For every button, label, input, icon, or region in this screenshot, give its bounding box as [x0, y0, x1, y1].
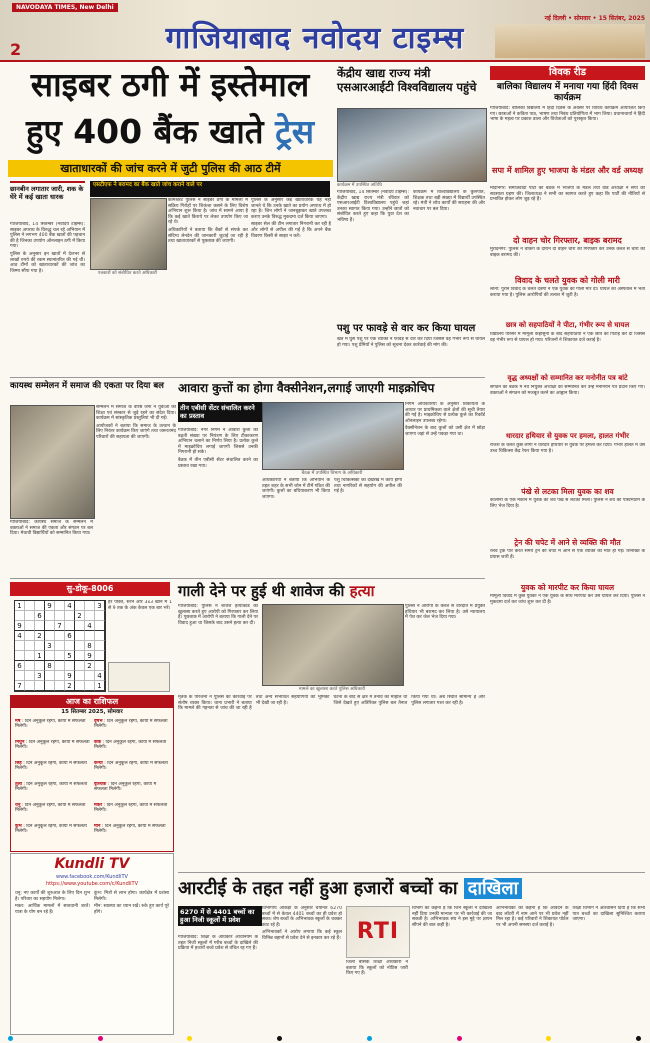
rti-text-2: विभागीय आंकड़ों के अनुसार चयनित 6270 बच्चों में से केवल 4401 बच्चों का ही प्रवेश हो सका। शेष बच्चों के अभिभावक स्कूलों के चक्कर काट रहे हैं। अभिभावकों ने आरोप लगाया कि कई स्कूल विभिन्न बहानों से प्रवेश देने से इनकार कर रहे हैं। [262, 906, 342, 941]
skyline-photo [495, 24, 645, 58]
sudoku-cell [65, 661, 75, 671]
university-text: गाजियाबाद, 14 सितम्बर (नवोदय टाइम्स): केंद्रीय खाद्य राज्य मंत्री रविवार को एसआरआईटी विश्वविद्यालय पहुंचे जहां उनका स्वागत किया गया। उन्होंने छात्रों को संबोधित करते हुए कहा कि युवा देश का भविष्य हैं। कार्यक्रम में विश्वविद्यालय के कुलपति, शिक्षक तथा बड़ी संख्या में विद्यार्थी उपस्थित रहे। मंत्री ने शोध कार्यों की सराहना की और नवाचार पर बल दिया। [337, 190, 485, 223]
sudoku-instructions: हर पंक्ति, स्तंभ और 3x3 खाने में 1 से 9 तक के अंक केवल एक बार भरें। [108, 600, 172, 611]
rti-text-3: जिला बेसिक शिक्षा अधिकारी ने बताया कि स्कूलों को नोटिस जारी किए गए हैं। [346, 960, 408, 977]
sudoku-cell [25, 611, 35, 621]
paper-name: NAVODAYA TIMES, New Delhi [12, 3, 118, 12]
sudoku-cell: 4 [85, 621, 95, 631]
sudoku-cell [75, 641, 85, 651]
sudoku-cell [25, 651, 35, 661]
lead-caption-bar [90, 181, 330, 197]
kundli-url-2[interactable]: https://www.youtube.com/c/KundliTV [45, 881, 139, 887]
sudoku-cell [65, 641, 75, 651]
murder-headline-a: गाली देने पर हुई थी शावेज की [178, 582, 345, 600]
vivek-text-8: कॉलोनी के एक मकान में युवक का शव पंखे से लटका मिला। पुलिस ने शव को पोस्टमार्टम के लिए भेज दिया है। [490, 498, 645, 509]
horoscope-title: आज का राशिफल [11, 696, 173, 708]
murder-text-3: मृतक के परिजनों ने पुलिस की कार्रवाई पर संतोष व्यक्त किया। थाना प्रभारी ने बताया कि मामले की गहनता से जांच की जा रही है तथा अन्य संभावित सहयोगियों की भूमिका भी देखी जा रही है। घटना के बाद से क्षेत्र में तनाव का माहौल था जिसे देखते हुए अतिरिक्त पुलिस बल तैनात किया गया था। अब स्थिति सामान्य है और पुलिस लगातार गश्त कर रही है। [178, 695, 485, 712]
sudoku-cell [45, 611, 55, 621]
sudoku-cell [95, 621, 105, 631]
horoscope-sign: वृषभ : दिन अनुकूल रहेगा, कार्यों में सफलता मिलेगी। [94, 719, 168, 730]
sudoku-cell [55, 661, 65, 671]
vivek-story7-head: धारदार हथियार से युवक पर हमला, हालत गंभीर [506, 432, 629, 440]
registration-marks [8, 1036, 642, 1042]
sudoku-cell [65, 611, 75, 621]
lead-photo-caption: पत्रकारों को संबोधित करते अधिकारी [97, 271, 158, 276]
sudoku-cell: 9 [65, 671, 75, 681]
sudoku-cell [55, 651, 65, 661]
page-title: गाजियाबाद नवोदय टाइम्स [165, 21, 465, 56]
vivek-story3-head: दो वाहन चोर गिरफ्तार, बाइक बरामद [513, 236, 622, 245]
sudoku-cell: 2 [85, 661, 95, 671]
sudoku-cell [85, 631, 95, 641]
sudoku-cell [55, 601, 65, 611]
horoscope-sign: कुंभ : दिन अनुकूल रहेगा, कार्यों में सफलता मिलेगी। [15, 824, 87, 835]
murder-headline [178, 582, 485, 600]
vivek-story6-head: वृद्ध अध्यक्षों को सम्मानित कर मनोनीत पत्र बांटे [507, 374, 628, 382]
dog-headline: आवारा कुत्तों का होगा वैक्सीनेशन,लगाई जाएगी माइक्रोचिप [178, 381, 435, 395]
sudoku-cell [35, 681, 45, 691]
kundli-ad [10, 853, 174, 1035]
horoscope-date: 15 सितम्बर 2025, सोमवार [61, 709, 123, 715]
vivek-story9-head: ट्रेन की चपेट में आने से व्यक्ति की मौत [514, 538, 621, 547]
rti-headline-highlight: दाखिला [464, 878, 522, 899]
lead-caption: एसटीएफ ने बरामद का बैंक खाते जांच कराने वाले पर [93, 182, 202, 188]
sudoku-cell [25, 621, 35, 631]
sudoku-cell [85, 671, 95, 681]
horoscope-sign: तुला : दिन अनुकूल रहेगा, कार्यों में सफलता मिलेगी। [15, 782, 88, 793]
vivek-read-label: विवक रीड [490, 66, 645, 80]
horoscope-sign: मिथुन : दिन अनुकूल रहेगा, कार्यों में सफलता मिलेगी। [15, 740, 90, 751]
sudoku-cell [75, 601, 85, 611]
sudoku-cell [95, 611, 105, 621]
horoscope-sign-name: मेष [15, 719, 21, 724]
sudoku-cell [35, 661, 45, 671]
sudoku-cell: 7 [15, 681, 25, 691]
dog-photo [262, 402, 404, 470]
murder-headline-b: हत्या [349, 582, 375, 600]
sudoku-cell: 3 [35, 671, 45, 681]
horoscope-box [10, 695, 174, 852]
sudoku-cell [45, 681, 55, 691]
lead-story-text-1: कमिश्नरेट पुलिस ने साइबर ठगी के मामलों में सक्रिय गिरोहों पर शिकंजा कसने के लिए विशेष अभियान शुरू किया है। जांच में सामने आया है कि कई खाते किराये पर लेकर उपयोग किए जा रहे थे। अधिकारियों ने बताया कि बैंकों से संपर्क कर संदिग्ध लेनदेन की जानकारी जुटाई जा रही है तथा खाताधारकों से पूछताछ की जाएगी। [168, 198, 248, 245]
rti-text-4: विभाग का कहना है कि जिन स्कूलों ने दाखिला नहीं दिया उनकी मान्यता पर भी कार्रवाई की जा सकती है। अभिभावक संघ ने इस मुद्दे पर ज्ञापन सौंपने की बात कही है। [412, 906, 492, 928]
horoscope-sign: कन्या : दिन अनुकूल रहेगा, कार्यों में सफलता मिलेगी। [94, 761, 168, 772]
horoscope-sign: मीन : दिन अनुकूल रहेगा, कार्यों में सफलता मिलेगी। [94, 824, 166, 835]
sudoku-cell [75, 671, 85, 681]
sudoku-cell [75, 661, 85, 671]
lead-photo [90, 198, 167, 270]
vivek-story2-head: सपा में शामिल हुए भाजपा के मंडल और वर्ड अध्यक्ष [492, 166, 643, 175]
sudoku-cell: 4 [65, 601, 75, 611]
sudoku-cell: 1 [95, 681, 105, 691]
horoscope-sign: मेष : दिन अनुकूल रहेगा, कार्यों में सफलता मिलेगी। [15, 719, 86, 730]
sudoku-cell: 4 [15, 631, 25, 641]
sudoku-cell [45, 631, 55, 641]
rti-text-5: अभिभावकों का कहना है कि आवेदन के बाद लॉटरी में नाम आने पर भी प्रवेश नहीं मिल रहा है। कई परिवारों ने शिकायत पोर्टल पर भी अपनी समस्या दर्ज कराई है। शिक्षा विभाग ने आश्वासन दिया है कि सभी पात्र बच्चों का दाखिला सुनिश्चित कराया जाएगा। [496, 906, 645, 928]
sudoku-cell [15, 641, 25, 651]
vivek-text-6: संगठन की बैठक में नव नियुक्त अध्यक्षों को सम्मानित कर उन्हें मनोनयन पत्र प्रदान किए गए। वक्ताओं ने संगठन को मजबूत करने का आह्वान किया। [490, 385, 645, 396]
kayastha-text-1: गाजियाबाद: कायस्थ समाज के सम्मेलन में वक्ताओं ने समाज की एकता और संगठन पर बल दिया। मेधावी विद्यार्थियों को सम्मानित किया गया। [10, 520, 93, 537]
kayastha-photo [10, 405, 95, 519]
dog-text-3: निगम अधिकारियों के अनुसार शिकायतों के आधार पर प्राथमिकता वाले क्षेत्रों की सूची तैयार की गई है। माइक्रोचिप से प्रत्येक कुत्ते का रिकॉर्ड ऑनलाइन उपलब्ध रहेगा। वैक्सीनेशन के बाद कुत्तों को उसी क्षेत्र में छोड़ा जाएगा जहां से उन्हें पकड़ा गया था। [405, 402, 485, 437]
horoscope-sign-name: कन्या [94, 761, 103, 766]
page-number: 2 [10, 40, 22, 59]
vivek-text-10: मामूली विवाद में कुछ युवकों ने एक युवक के साथ मारपीट कर उसे घायल कर दिया। पुलिस ने मुकदमा दर्ज कर जांच शुरू कर दी है। [490, 594, 645, 605]
horoscope-sign-name: कर्क [94, 740, 102, 745]
sudoku-cell [85, 681, 95, 691]
vivek-story4-head: विवाद के चलते युवक को गोली मारी [515, 276, 620, 285]
lead-sidebar-text: गाजियाबाद, 14 सितम्बर (नवोदय टाइम्स): साइबर अपराध के विरुद्ध चल रहे अभियान में पुलिस ने लगभग 400 बैंक खातों की पहचान की है जिनका उपयोग ऑनलाइन ठगी में किया गया। पुलिस के अनुसार इन खातों में देशभर से लाखों रुपये की रकम स्थानांतरित की गई थी। आठ टीमों को खाताधारकों की जांच का जिम्मा सौंपा गया है। [10, 222, 85, 274]
rti-badge-text: RTI [356, 919, 400, 944]
murder-photo-caption: मामले का खुलासा करते पुलिस अधिकारी [298, 687, 366, 692]
sudoku-cell: 6 [15, 661, 25, 671]
sudoku-cell [25, 631, 35, 641]
sudoku-cell [55, 611, 65, 621]
sudoku-cell [55, 631, 65, 641]
sudoku-cell [75, 651, 85, 661]
lead-headline-2a: हुए 400 बैंक खाते [25, 112, 264, 151]
dog-side-head: तीन एबीसी सेंटर संचालित करने का प्रस्ताव [178, 402, 262, 422]
sudoku-cell: 9 [85, 651, 95, 661]
kayastha-text-2: सम्मेलन में समाज के वरिष्ठ जनों ने युवाओं को शिक्षा एवं संस्कार से जुड़े रहने का संदेश दिया। कार्यक्रम में सांस्कृतिक प्रस्तुतियां भी दी गईं। आयोजकों ने बताया कि समाज के उत्थान के लिए निरंतर कार्यक्रम किए जाएंगे तथा जरूरतमंद परिवारों की सहायता की जाएगी। [96, 405, 176, 440]
sudoku-cell [65, 621, 75, 631]
rti-badge [346, 906, 410, 958]
lead-sidebar-head: छानबीन लगातार जारी, शक के घेरे में कई खाता धारक [10, 181, 85, 201]
sudoku-cell [25, 641, 35, 651]
sudoku-cell [15, 611, 25, 621]
vivek-story10-head: युवक को मारपीट कर किया घायल [520, 583, 615, 592]
sudoku-cell: 3 [45, 641, 55, 651]
vivek-headline: बालिका विद्यालय में मनाया गया हिंदी दिवस कार्यक्रम [496, 82, 639, 103]
horoscope-signs [11, 717, 173, 845]
horoscope-sign-name: तुला [15, 782, 22, 787]
murder-text-1: गाजियाबाद: पुलिस ने शावेज हत्याकांड का खुलासा करते हुए आरोपी को गिरफ्तार कर लिया है। पूछताछ में आरोपी ने बताया कि गाली देने पर विवाद हुआ था जिसके बाद उसने हत्या कर दी। [178, 604, 258, 626]
sudoku-solution-box [108, 662, 170, 692]
date-line: नई दिल्ली • सोमवार • 15 सितंबर, 2025 [544, 15, 645, 22]
university-photo [337, 108, 487, 182]
sudoku-cells [15, 601, 105, 691]
sudoku-cell [55, 641, 65, 651]
sudoku-cell [25, 681, 35, 691]
sudoku-cell: 2 [35, 631, 45, 641]
lead-story-text-2: पुलिस के अनुसार कई खाताधारक यह नहीं जानते थे कि उनके खाते का प्रयोग अपराध में हो रहा है। जिन लोगों ने जानबूझकर खाते उपलब्ध कराए उनके विरुद्ध मुकदमा दर्ज किया जाएगा। साइबर सेल की टीम लगातार निगरानी कर रही है और लोगों से अपील की गई है कि अपने बैंक विवरण किसी से साझा न करें। [251, 198, 331, 239]
horoscope-sign-name: मीन [94, 824, 101, 829]
sudoku-cell [35, 621, 45, 631]
sudoku-cell [35, 601, 45, 611]
sudoku-cell [25, 661, 35, 671]
sudoku-cell: 9 [45, 601, 55, 611]
horoscope-sign-name: मकर [94, 803, 103, 808]
horoscope-sign-name: वृषभ [94, 719, 103, 724]
horoscope-sign: वृश्चिक : दिन अनुकूल रहेगा, कार्यों में सफलता मिलेगी। [94, 782, 157, 793]
vivek-text-3: मुरादनगर: पुलिस ने चेकिंग के दौरान दो वाहन चोरों को गिरफ्तार कर उनके कब्जे से चोरी की बाइक बरामद की। [490, 247, 645, 258]
lead-headline-2 [10, 112, 330, 152]
sudoku-cell [25, 671, 35, 681]
sudoku-cell [75, 681, 85, 691]
vivek-story8-head: पंखे से लटका मिला युवक का शव [521, 487, 614, 496]
sudoku-cell: 6 [35, 611, 45, 621]
sudoku-cell [95, 661, 105, 671]
lead-headline-1: साइबर ठगी में इस्तेमाल [30, 65, 310, 104]
rti-headline-text: आरटीई के तहत नहीं हुआ हजारों बच्चों का [178, 878, 458, 899]
sudoku-cell: 6 [65, 631, 75, 641]
sudoku-cell [85, 611, 95, 621]
lead-strap [8, 160, 333, 177]
rti-text-1: गाजियाबाद: शिक्षा के अधिकार अधिनियम के तहत निजी स्कूलों में गरीब बच्चों के दाखिले की प्रक्रिया में हजारों बच्चे प्रवेश से वंचित रह गए हैं। [178, 935, 258, 952]
murder-text-2: पुलिस ने आरोपी के कब्जे से वारदात में प्रयुक्त हथियार भी बरामद कर लिया है। उसे न्यायालय में पेश कर जेल भेज दिया गया। [405, 604, 485, 621]
vivek-text-2: मोदीनगर: समाजवादी पार्टी की बैठक में भाजपा के मंडल तथा वार्ड अध्यक्षों ने सपा की सदस्यता ग्रहण की। जिलाध्यक्ष ने सभी का स्वागत करते हुए कहा कि पार्टी की नीतियों से प्रभावित होकर लोग जुड़ रहे हैं। [490, 186, 645, 203]
lead-headline-2b: ट्रेस [275, 112, 315, 151]
sudoku-cell [55, 681, 65, 691]
horoscope-sign: सिंह : दिन अनुकूल रहेगा, कार्यों में सफलता मिलेगी। [15, 761, 87, 772]
horoscope-sign-name: धनु [15, 803, 21, 808]
sudoku-cell [95, 631, 105, 641]
vivek-text-9: रेलवे ट्रैक पार करते समय ट्रेन की चपेट में आने से एक व्यक्ति की मौत हो गई। शिनाख्त के प्रयास जारी हैं। [490, 549, 645, 560]
sudoku-cell [45, 621, 55, 631]
university-photo-caption: कार्यक्रम में उपस्थित अतिथि [337, 183, 382, 188]
sudoku-cell [15, 671, 25, 681]
sudoku-cell [95, 641, 105, 651]
sudoku-label: सु-डोकू-8006 [10, 582, 170, 596]
sudoku-cell [45, 671, 55, 681]
horoscope-sign: धनु : दिन अनुकूल रहेगा, कार्यों में सफलता मिलेगी। [15, 803, 86, 814]
horoscope-sign: मकर : दिन अनुकूल रहेगा, कार्यों में सफलता मिलेगी। [94, 803, 168, 814]
sudoku-cell [45, 651, 55, 661]
cattle-text: खेत में घुसे पशु पर एक व्यक्ति ने फावड़े से वार कर दिया जिससे वह गंभीर रूप से घायल हो गया। पशु प्रेमियों ने पुलिस को सूचना देकर कार्रवाई की मांग की। [337, 337, 485, 348]
sudoku-grid [14, 600, 106, 692]
murder-photo [262, 604, 404, 686]
vivek-text-7: रंजिश के चलते कुछ लोगों ने धारदार हथियार से युवक पर हमला कर दिया। गंभीर हालत में उसे उच्च चिकित्सा केंद्र रेफर किया गया है। [490, 443, 645, 454]
sudoku-cell [25, 601, 35, 611]
sudoku-cell [75, 631, 85, 641]
kundli-text: धनु: नए कार्यों की शुरुआत के लिए दिन शुभ है। परिवार का सहयोग मिलेगा। मकर: आर्थिक मामलों में सावधानी बरतें। यात्रा के योग बन रहे हैं। कुंभ: मित्रों से लाभ होगा। कार्यक्षेत्र में प्रशंसा मिलेगी। मीन: स्वास्थ्य का ध्यान रखें। रुके हुए कार्य पूरे होंगे। [15, 891, 169, 915]
sudoku-cell [75, 621, 85, 631]
sudoku-cell: 9 [15, 621, 25, 631]
kundli-url-1[interactable]: www.facebook.com/KundliTV [56, 874, 128, 880]
university-headline: केंद्रीय खाद्य राज्य मंत्री एसआरआईटी विश्वविद्यालय पहुंचे [337, 66, 477, 94]
horoscope-sign-name: मिथुन [15, 740, 25, 745]
horoscope-sign-name: वृश्चिक [94, 782, 107, 787]
rti-side-head: 6270 में से 4401 बच्चों का हुआ निजी स्कूलों में प्रवेश [178, 906, 262, 926]
dog-text-2: अधिकारियों ने बताया कि अभियान के तहत शहर के सभी जोन में टीमें गठित की जाएंगी। कुत्तों का बधियाकरण भी किया जाएगा। पशु चिकित्सकों की देखरेख में कार्य होगा तथा नागरिकों से सहयोग की अपील की गई है। [262, 478, 402, 500]
sudoku-cell: 8 [45, 661, 55, 671]
kundli-brand: Kundli TV [54, 856, 130, 872]
horoscope-sign: कर्क : दिन अनुकूल रहेगा, कार्यों में सफलता मिलेगी। [94, 740, 167, 751]
sudoku-cell [35, 641, 45, 651]
sudoku-cell: 4 [95, 671, 105, 681]
kayastha-headline: कायस्थ सम्मेलन में समाज की एकता पर दिया बल [10, 381, 164, 391]
horoscope-sign-name: कुंभ [15, 824, 22, 829]
sudoku-cell [85, 601, 95, 611]
sudoku-cell: 5 [65, 651, 75, 661]
masthead [0, 0, 650, 62]
horoscope-sign-name: सिंह [15, 761, 22, 766]
sudoku-cell: 1 [15, 601, 25, 611]
lead-strap-text: खाताधारकों की जांच करने में जुटी पुलिस की आठ टीमें [60, 162, 281, 175]
sudoku-cell: 7 [55, 621, 65, 631]
sudoku-cell: 1 [35, 651, 45, 661]
sudoku-cell: 8 [85, 641, 95, 651]
sudoku-cell [55, 671, 65, 681]
dog-photo-caption: बैठक में उपस्थित विभाग के अधिकारी [301, 471, 363, 476]
vivek-text-1: गाजियाबाद: बालिका विद्यालय में हिंदी दिवस के अवसर पर विविध कार्यक्रम आयोजित किए गए। छात्राओं ने कविता पाठ, भाषण तथा निबंध प्रतियोगिता में भाग लिया। प्रधानाचार्या ने हिंदी भाषा के महत्व पर प्रकाश डाला और विजेताओं को पुरस्कृत किया। [490, 106, 645, 123]
vivek-text-4: लोनी: पुराने विवाद के चलते दबंगों ने एक युवक को गोली मार दी। घायल को अस्पताल में भर्ती कराया गया है। पुलिस आरोपियों की तलाश में जुटी है। [490, 287, 645, 298]
cattle-headline: पशु पर फावड़े से वार कर किया घायल [337, 323, 476, 334]
sudoku-cell: 3 [95, 601, 105, 611]
rti-headline [178, 876, 645, 902]
sudoku-cell [15, 651, 25, 661]
sudoku-cell [95, 651, 105, 661]
sudoku-cell: 2 [75, 611, 85, 621]
dog-text-1: गाजियाबाद: नगर निगम ने आवारा कुत्तों की बढ़ती संख्या पर नियंत्रण के लिए टीकाकरण अभियान चलाने का निर्णय लिया है। प्रत्येक कुत्ते में माइक्रोचिप लगाई जाएगी जिससे उनकी निगरानी हो सके। बैठक में तीन एबीसी सेंटर संचालित करने का प्रस्ताव रखा गया। [178, 428, 258, 469]
vivek-story5-head: छात्र को सहपाठियों ने पीटा, गंभीर रूप से घायल [505, 321, 630, 329]
sudoku-cell: 2 [65, 681, 75, 691]
vivek-text-5: विद्यालय परिसर में मामूली कहासुनी के बाद सहपाठियों ने एक छात्र की पिटाई कर दी जिससे वह गंभीर रूप से घायल हो गया। परिजनों ने शिकायत दर्ज कराई है। [490, 332, 645, 343]
